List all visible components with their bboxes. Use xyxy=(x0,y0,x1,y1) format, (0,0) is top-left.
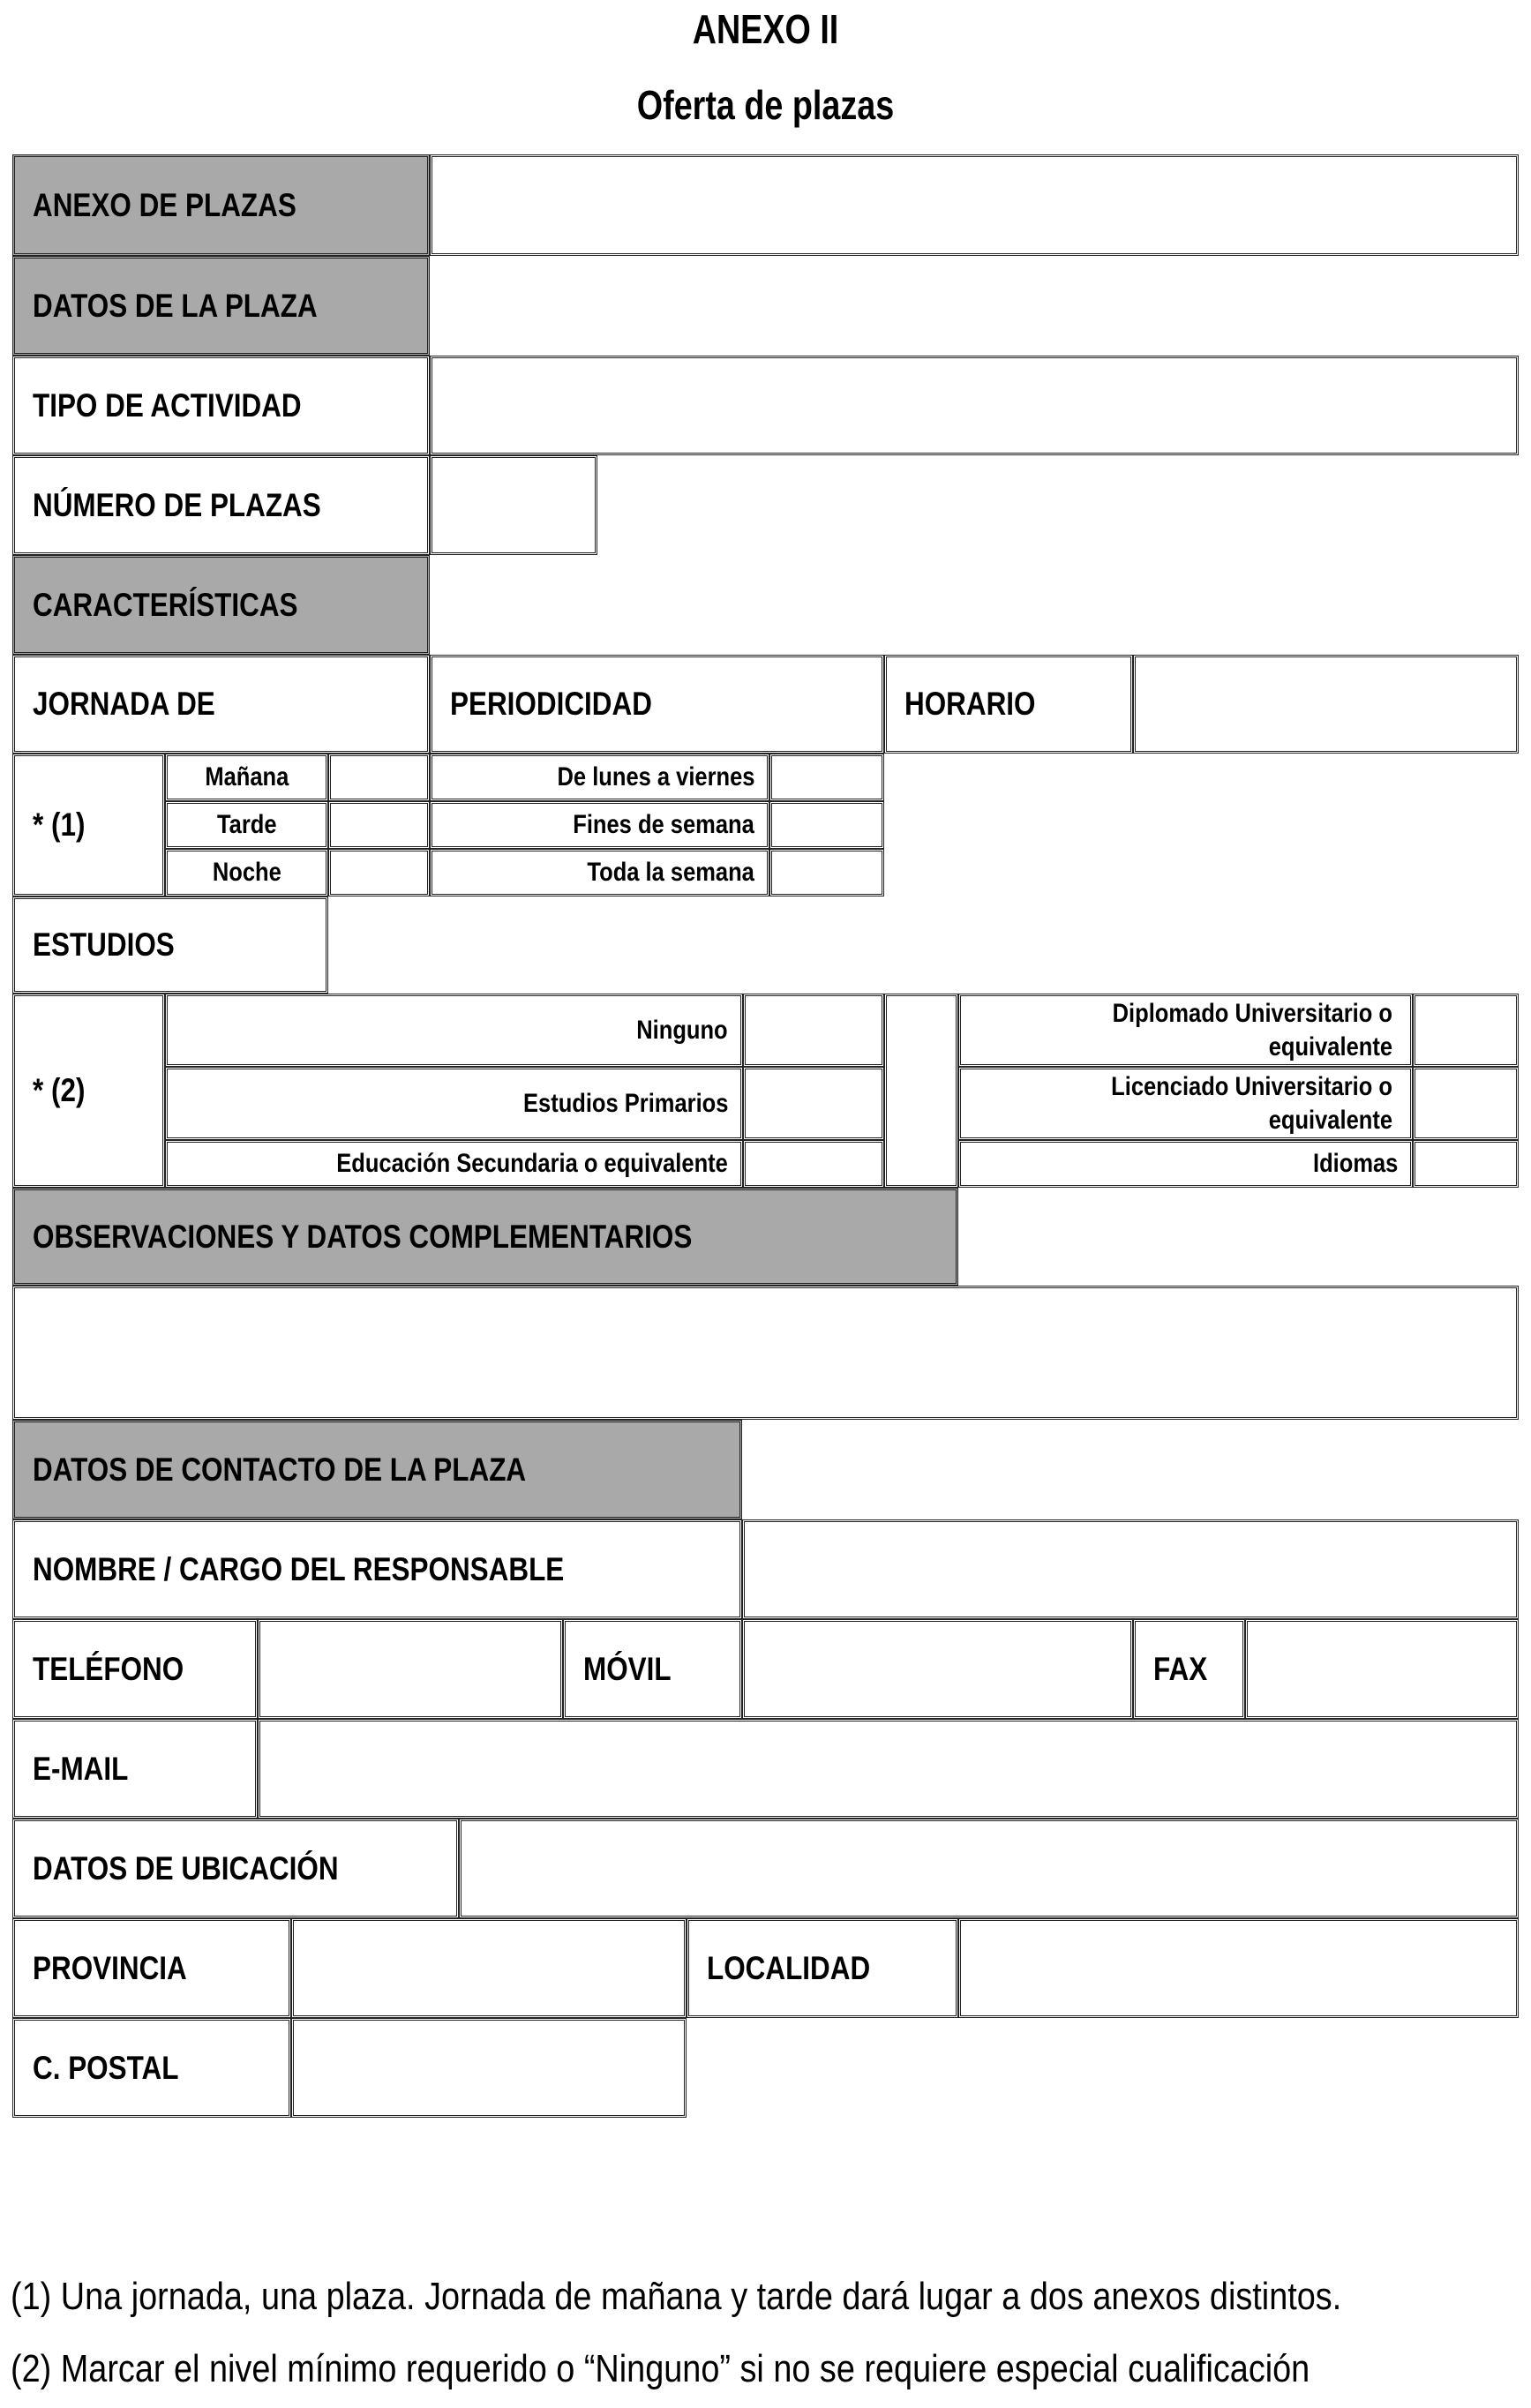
c-postal-field[interactable] xyxy=(291,2018,687,2118)
footnote-1: (1) Una jornada, una plaza. Jornada de mañana y tarde dará lugar a dos anexos distintos. xyxy=(11,2275,1342,2318)
tipo-de-actividad-label: TIPO DE ACTIVIDAD xyxy=(12,356,430,455)
estudios-ninguno-label: Ninguno xyxy=(165,994,743,1067)
estudios-primarios-label: Estudios Primarios xyxy=(165,1067,743,1140)
estudios-idiomas-checkbox[interactable] xyxy=(1413,1140,1519,1188)
estudios-primarios-checkbox[interactable] xyxy=(743,1067,884,1140)
anexo-de-plazas-label: ANEXO DE PLAZAS xyxy=(12,154,430,256)
datos-ubicacion-label: DATOS DE UBICACIÓN xyxy=(12,1819,459,1918)
jornada-tarde-checkbox[interactable] xyxy=(328,801,430,849)
localidad-label: LOCALIDAD xyxy=(687,1918,958,2018)
periodo-lunes-viernes-checkbox[interactable] xyxy=(769,754,884,801)
fax-field[interactable] xyxy=(1245,1619,1519,1719)
page-title: Oferta de plazas xyxy=(636,82,895,128)
jornada-tarde-label: Tarde xyxy=(165,801,328,849)
caracteristicas-label: CARACTERÍSTICAS xyxy=(12,555,430,655)
periodo-fines-semana-checkbox[interactable] xyxy=(769,801,884,849)
localidad-field[interactable] xyxy=(958,1918,1519,2018)
telefono-field[interactable] xyxy=(258,1619,563,1719)
estudios-idiomas-label: Idiomas xyxy=(958,1140,1413,1188)
datos-ubicacion-field[interactable] xyxy=(459,1819,1519,1918)
datos-contacto-label: DATOS DE CONTACTO DE LA PLAZA xyxy=(12,1420,742,1519)
estudios-ninguno-checkbox[interactable] xyxy=(743,994,884,1067)
estudios-spacer xyxy=(884,994,958,1188)
c-postal-label: C. POSTAL xyxy=(12,2018,291,2118)
periodo-fines-semana-label: Fines de semana xyxy=(430,801,769,849)
estudios-diplomado-label: Diplomado Universitario o equivalente xyxy=(958,994,1413,1067)
estudios-label: ESTUDIOS xyxy=(12,896,328,994)
datos-de-la-plaza-label: DATOS DE LA PLAZA xyxy=(12,256,430,356)
provincia-field[interactable] xyxy=(291,1918,687,2018)
jornada-noche-label: Noche xyxy=(165,849,328,896)
horario-field[interactable] xyxy=(1133,655,1519,754)
annex-title: ANEXO II xyxy=(692,6,839,52)
estudios-licenciado-checkbox[interactable] xyxy=(1413,1067,1519,1140)
nombre-cargo-field[interactable] xyxy=(742,1519,1519,1619)
horario-label: HORARIO xyxy=(884,655,1133,754)
movil-label: MÓVIL xyxy=(563,1619,742,1719)
email-label: E-MAIL xyxy=(12,1719,258,1819)
periodo-lunes-viernes-label: De lunes a viernes xyxy=(430,754,769,801)
estudios-diplomado-checkbox[interactable] xyxy=(1413,994,1519,1067)
periodo-toda-semana-label: Toda la semana xyxy=(430,849,769,896)
periodo-toda-semana-checkbox[interactable] xyxy=(769,849,884,896)
estudios-licenciado-label: Licenciado Universitario o equivalente xyxy=(958,1067,1413,1140)
numero-de-plazas-field[interactable] xyxy=(430,455,597,555)
provincia-label: PROVINCIA xyxy=(12,1918,291,2018)
jornada-noche-checkbox[interactable] xyxy=(328,849,430,896)
jornada-de-label: JORNADA DE xyxy=(12,655,430,754)
anexo-de-plazas-field[interactable] xyxy=(430,154,1519,256)
jornada-manana-checkbox[interactable] xyxy=(328,754,430,801)
numero-de-plazas-label: NÚMERO DE PLAZAS xyxy=(12,455,430,555)
estudios-secundaria-checkbox[interactable] xyxy=(743,1140,884,1188)
email-field[interactable] xyxy=(258,1719,1519,1819)
estudios-secundaria-label: Educación Secundaria o equivalente xyxy=(165,1140,743,1188)
observaciones-field[interactable] xyxy=(12,1286,1519,1420)
jornada-manana-label: Mañana xyxy=(165,754,328,801)
observaciones-label: OBSERVACIONES Y DATOS COMPLEMENTARIOS xyxy=(12,1188,958,1286)
telefono-label: TELÉFONO xyxy=(12,1619,258,1719)
ref-2-label: * (2) xyxy=(12,994,165,1188)
tipo-de-actividad-field[interactable] xyxy=(430,356,1519,455)
footnote-2: (2) Marcar el nivel mínimo requerido o “Ninguno” si no se requiere especial cualificación xyxy=(11,2347,1310,2390)
periodicidad-label: PERIODICIDAD xyxy=(430,655,884,754)
ref-1-label: * (1) xyxy=(12,754,165,896)
movil-field[interactable] xyxy=(742,1619,1133,1719)
nombre-cargo-label: NOMBRE / CARGO DEL RESPONSABLE xyxy=(12,1519,742,1619)
fax-label: FAX xyxy=(1133,1619,1245,1719)
